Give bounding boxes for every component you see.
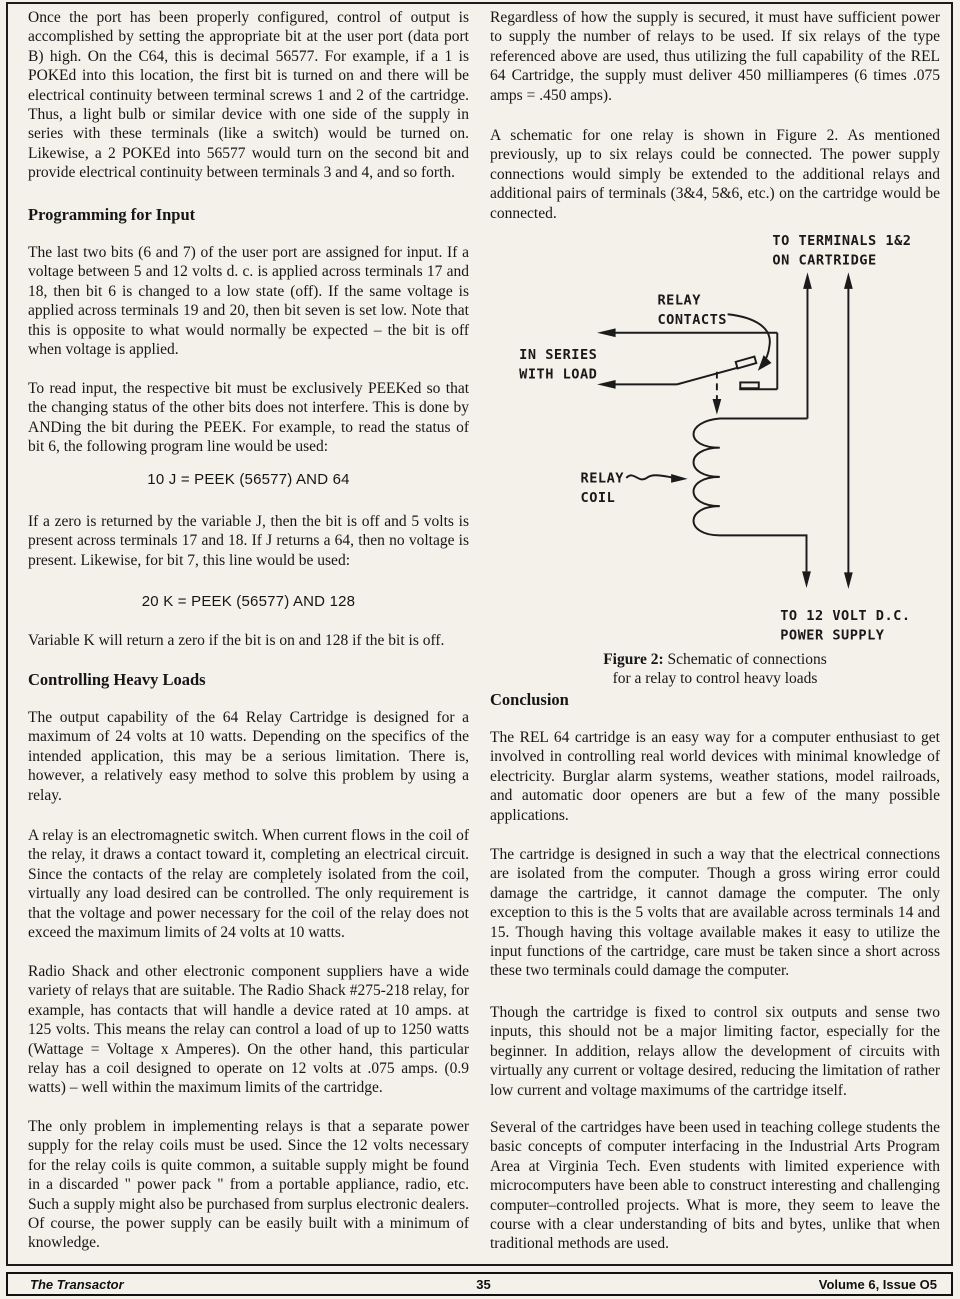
paragraph: Once the port has been properly configured, control of output is accomplished by setting the appropriate bit at the user port (data port B) high. On the C64, this is decimal 56577. For example, if a 1 is POKEd into this location, the first bit is turned on and there will be electrical continuity between terminal screws 1 and 2 of the cartridge. Thus, a light bulb or similar device with one side of the supply in series with these terminals (like a switch) would be turned on. Likewise, a 2 POKEd into 56577 would turn on the second bit and provide electrical continuity between terminals 3 and 4, and so forth.: [28, 9, 469, 182]
relay-coil-symbol: [694, 418, 811, 587]
paragraph: The last two bits (6 and 7) of the user port are assigned for input. If a voltage between 5 and 12 volts d. c. is applied across terminals 17 and 18, then bit 6 is changed to a low state (off). If the same voltage is applied across terminals 19 and 20, then bit seven is set low. Note that this is opposite to what would normally be expected – the bit is off when voltage is applied.: [28, 244, 469, 359]
label-in-series: IN SERIES: [519, 347, 598, 364]
section-heading-conclusion: Conclusion: [490, 690, 569, 709]
paragraph: A schematic for one relay is shown in Figure 2. As mentioned previously, up to six relays could be connected. The power supply connections would simply be extended to the additional relays and additional pairs of terminals (3&4, 5&6, etc.) on the cartridge would be connected.: [490, 127, 940, 222]
wire-right-supply: [844, 272, 853, 589]
label-relay-contacts-2: CONTACTS: [657, 311, 728, 328]
relay-schematic-figure: [488, 222, 938, 650]
paragraph: Radio Shack and other electronic component suppliers have a wide variety of relays that are suitable. The Radio Shack #275-218 relay, for example, has contacts that will handle a device rated at 10 amps. at 125 volts. This means the relay can control a load of up to 1250 watts (Wattage = Voltage x Amperes). On the other hand, this particular relay has a coil designed to operate on 12 volts at .075 amps. (0.9 watts) – well within the maximum limits of the cartridge.: [28, 963, 469, 1097]
label-on-cartridge: ON CARTRIDGE: [772, 252, 877, 269]
figure-caption-label: Figure 2:: [603, 651, 664, 668]
paragraph: The only problem in implementing relays is that a separate power supply for the relay coils must be used. Since the 12 volts necessary for the relay coils is quite common, a suitable supply might be found in a discarded " power pack " from a portable appliance, radio, etc. Such a supply might also be purchased from surplus electronic dealers. Of course, the power supply can be easily built with a minimum of knowledge.: [28, 1118, 469, 1252]
paragraph: The output capability of the 64 Relay Cartridge is designed for a maximum of 24 volts at 10 watts. Depending on the specifics of the intended application, this may be a serious limitation. There is, however, a relatively easy method to solve this problem by using a relay.: [28, 709, 469, 804]
wire-left-to-coil: [803, 272, 812, 418]
contacts-pointer-arrow: [728, 314, 772, 370]
paragraph: The REL 64 cartridge is an easy way for a computer enthusiast to get involved in controlling real world devices with minimal knowledge of electricity. Burglar alarm systems, weather stations, model railroads, and automatic door openers are but a few of the many possible applications.: [490, 729, 940, 824]
footer-magazine-title: The Transactor: [30, 1276, 124, 1292]
mechanical-link-dashed: [713, 372, 722, 415]
footer-issue-label: Volume 6, Issue O5: [818, 1276, 937, 1292]
section-heading-programming-for-input: Programming for Input: [28, 205, 196, 224]
label-to-terminals: TO TERMINALS 1&2: [772, 233, 912, 250]
label-with-load: WITH LOAD: [519, 366, 598, 383]
footer-page-number: 35: [476, 1276, 491, 1292]
label-power-supply: POWER SUPPLY: [780, 627, 885, 644]
label-relay-coil-2: COIL: [580, 490, 616, 507]
figure-caption-text: Schematic of connections: [663, 651, 827, 668]
paragraph: If a zero is returned by the variable J, then the bit is off and 5 volts is present across terminals 17 and 18. If J returns a 64, then no voltage is present. Likewise, for bit 7, this line would be used:: [28, 513, 469, 569]
coil-pointer-arrow: [626, 474, 687, 483]
section-heading-controlling-heavy-loads: Controlling Heavy Loads: [28, 670, 206, 689]
paragraph: A relay is an electromagnetic switch. When current flows in the coil of the relay, it draws a contact toward it, completing an electrical circuit. Since the contacts of the relay are completely isolated from the coil, virtually any load desired can be controlled. The only requirement is that the voltage and power necessary for the coil of the relay does not exceed the maximum limits of 24 volts at 10 watts.: [28, 827, 469, 942]
wire-contact-top: [597, 328, 777, 389]
label-relay-contacts-1: RELAY: [657, 292, 701, 309]
paragraph: To read input, the respective bit must be exclusively PEEKed so that the changing status of the other bits does not interfere. This is done by ANDing the bit during the PEEK. For example, to read the status of bit 6, the following program line would be used:: [28, 380, 469, 456]
paragraph: Regardless of how the supply is secured, it must have sufficient power to supply the number of relays to be used. If six relays of the type referenced above are used, thus utilizing the full capability of the REL 64 Cartridge, the supply must deliver 450 milliamperes (6 times .075 amps = .450 amps).: [490, 9, 940, 104]
paragraph: Though the cartridge is fixed to control six outputs and sense two inputs, this should not be a major limiting factor, especially for the beginner. In addition, relays allow the development of circuits with virtually any current or voltage desired, reducing the limitation of rather low current and voltage maximums of the cartridge itself.: [490, 1004, 940, 1099]
code-line-peek-64: 10 J = PEEK (56577) AND 64: [147, 471, 350, 488]
label-to-12v: TO 12 VOLT D.C.: [780, 608, 911, 625]
figure-caption-line2: for a relay to control heavy loads: [612, 670, 818, 687]
paragraph: Variable K will return a zero if the bit is on and 128 if the bit is off.: [28, 632, 445, 649]
paragraph: Several of the cartridges have been used in teaching college students the basic concepts of computer interfacing in the Industrial Arts Program Area at Virginia Tech. Even students with limited experience with microcomputers have been able to construct interesting and challenging computer–controlled projects. What is more, they seem to leave the course with a clear understanding of bits and bytes, unlike that when traditional methods are used.: [490, 1119, 940, 1253]
label-relay-coil-1: RELAY: [580, 470, 624, 487]
wire-switch-arm: [597, 357, 756, 389]
code-line-peek-128: 20 K = PEEK (56577) AND 128: [141, 593, 356, 610]
page-footer: [6, 1272, 953, 1296]
paragraph: The cartridge is designed in such a way that the electrical connections are isolated from the computer. Though a gross wiring error could damage the cartridge, it cannot damage the computer. The only exception to this is the 5 volts that are available across terminals 14 and 15. Though having this voltage available makes it easy to utilize the input functions of the cartridge, care must be taken since a short across these two terminals could damage the computer.: [490, 846, 940, 980]
figure-caption: [490, 650, 940, 688]
